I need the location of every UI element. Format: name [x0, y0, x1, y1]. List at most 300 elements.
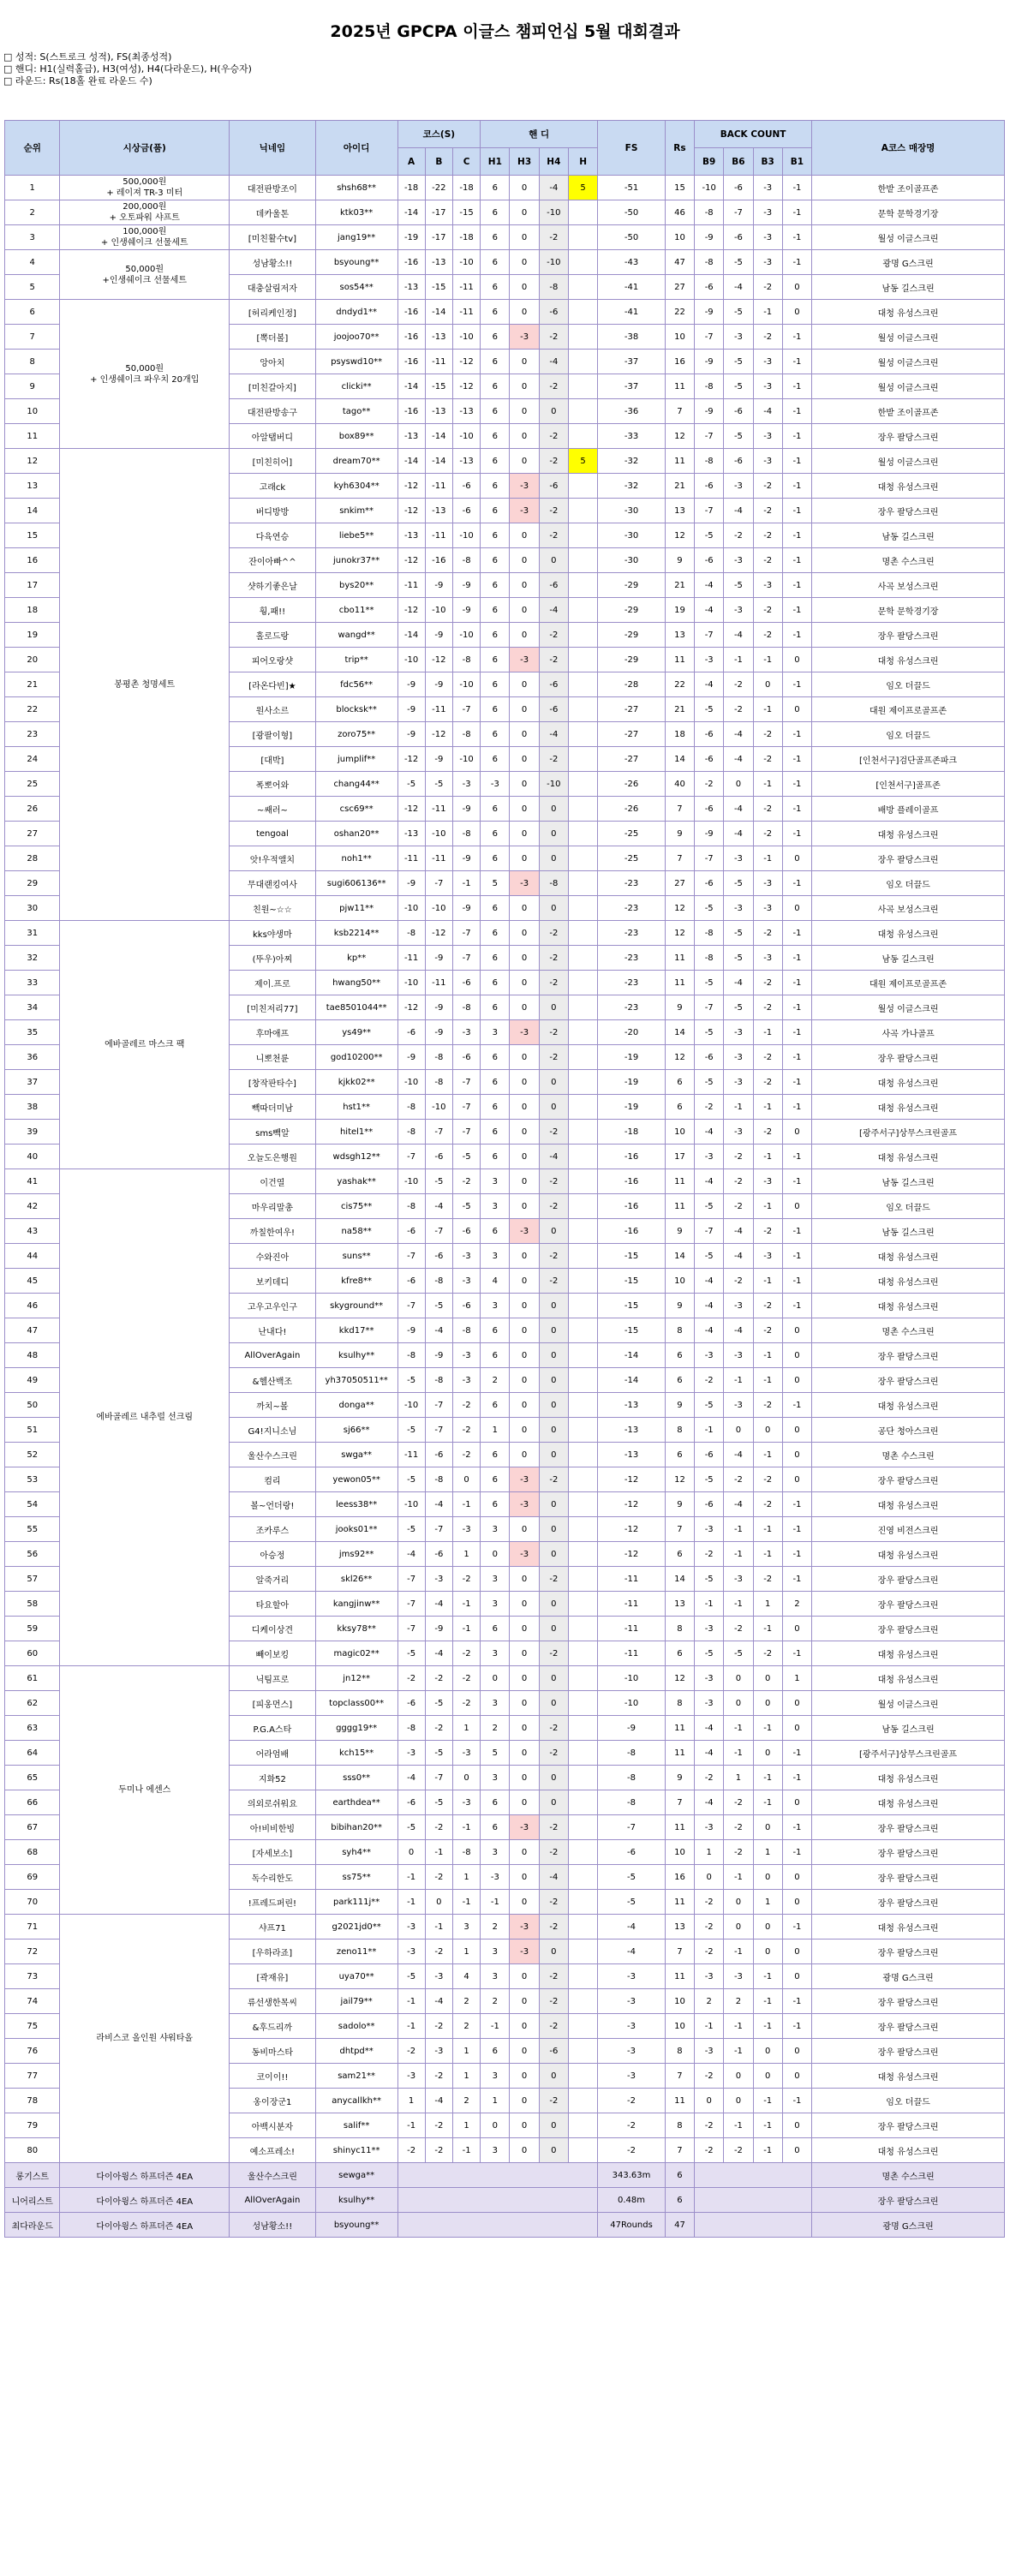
cell-b6: -4	[724, 1492, 753, 1517]
cell-b6: -1	[724, 2014, 753, 2039]
cell-h4: -2	[539, 1567, 568, 1592]
cell-rank: 57	[5, 1567, 60, 1592]
cell-store: 한밭 조이골프존	[812, 399, 1005, 424]
cell-b1: 0	[782, 648, 811, 672]
cell-fs: -11	[598, 1617, 666, 1641]
cell-h	[568, 722, 597, 747]
cell-h4: -6	[539, 573, 568, 598]
cell-course-a: -5	[397, 1964, 425, 1989]
cell-h	[568, 225, 597, 250]
cell-store: 대원 제이프로골프존	[812, 697, 1005, 722]
cell-h1: 6	[481, 399, 510, 424]
cell-rank: 21	[5, 672, 60, 697]
cell-course-c: -18	[452, 176, 480, 200]
cell-b3: -1	[753, 772, 782, 797]
cell-h3: 0	[510, 1691, 539, 1716]
cell-fs: -12	[598, 1467, 666, 1492]
cell-h4: 0	[539, 1343, 568, 1368]
cell-nickname: 데카울톤	[230, 200, 316, 225]
cell-nickname: 동비마스타	[230, 2039, 316, 2064]
cell-nickname: 알죽거리	[230, 1567, 316, 1592]
cell-h1: 4	[481, 1269, 510, 1294]
cell-id: kangjinw**	[315, 1592, 397, 1617]
cell-b6: -3	[724, 1020, 753, 1045]
cell-b9: -2	[695, 2138, 724, 2163]
cell-course-c: -6	[452, 971, 480, 995]
cell-rank: 73	[5, 1964, 60, 1989]
cell-course-b: -6	[425, 1443, 452, 1467]
cell-h1: 0	[481, 2113, 510, 2138]
cell-id: kfre8**	[315, 1269, 397, 1294]
cell-prize: 50,000원 + 인생쉐이크 파우치 20개입	[60, 300, 230, 449]
cell-rs: 21	[665, 697, 694, 722]
cell-b3: -1	[753, 2138, 782, 2163]
cell-course-b: -3	[425, 1567, 452, 1592]
cell-course-c: -15	[452, 200, 480, 225]
cell-b1: 0	[782, 1368, 811, 1393]
award-blank	[397, 2188, 598, 2213]
cell-rank: 77	[5, 2064, 60, 2089]
cell-course-b: -4	[425, 1492, 452, 1517]
cell-h3: 0	[510, 2064, 539, 2089]
cell-b6: -3	[724, 1070, 753, 1095]
cell-course-c: -9	[452, 598, 480, 623]
cell-b6: -2	[724, 1617, 753, 1641]
cell-b1: 0	[782, 2138, 811, 2163]
cell-h4: -2	[539, 1741, 568, 1766]
cell-fs: -2	[598, 2113, 666, 2138]
cell-b9: -5	[695, 1467, 724, 1492]
cell-b9: -7	[695, 1219, 724, 1244]
cell-h4: -2	[539, 747, 568, 772]
cell-b6: -2	[724, 2138, 753, 2163]
cell-rank: 72	[5, 1939, 60, 1964]
cell-rank: 5	[5, 275, 60, 300]
cell-store: 임오 더끌드	[812, 722, 1005, 747]
cell-b1: -1	[782, 946, 811, 971]
header-rank: 순위	[5, 121, 60, 176]
cell-h4: -2	[539, 1467, 568, 1492]
cell-fs: -16	[598, 1145, 666, 1169]
award-store: 광명 G스크린	[812, 2213, 1005, 2238]
cell-store: 광명 G스크린	[812, 1964, 1005, 1989]
cell-store: 월성 이글스크린	[812, 225, 1005, 250]
cell-h	[568, 523, 597, 548]
cell-course-a: -5	[397, 1517, 425, 1542]
cell-h4: -2	[539, 1815, 568, 1840]
cell-fs: -33	[598, 424, 666, 449]
cell-h4: -2	[539, 1244, 568, 1269]
cell-rs: 9	[665, 1219, 694, 1244]
cell-store: 장우 팔당스크린	[812, 1467, 1005, 1492]
cell-b3: -2	[753, 1567, 782, 1592]
cell-b9: -3	[695, 1666, 724, 1691]
cell-b3: 0	[753, 1939, 782, 1964]
cell-b3: -1	[753, 846, 782, 871]
cell-nickname: 다육연승	[230, 523, 316, 548]
cell-b3: -1	[753, 1617, 782, 1641]
cell-b9: -6	[695, 548, 724, 573]
cell-b9: -3	[695, 1617, 724, 1641]
cell-rs: 12	[665, 1666, 694, 1691]
award-id: sewga**	[315, 2163, 397, 2188]
cell-store: 장우 팔당스크린	[812, 499, 1005, 523]
cell-id: clicki**	[315, 374, 397, 399]
cell-b6: -1	[724, 1741, 753, 1766]
cell-id: liebe5**	[315, 523, 397, 548]
cell-course-b: -2	[425, 1865, 452, 1890]
cell-h3: 0	[510, 722, 539, 747]
cell-h4: -6	[539, 672, 568, 697]
cell-fs: -23	[598, 896, 666, 921]
cell-course-a: -1	[397, 1890, 425, 1915]
cell-b6: -3	[724, 1294, 753, 1318]
cell-rs: 7	[665, 846, 694, 871]
cell-id: swga**	[315, 1443, 397, 1467]
cell-b3: -2	[753, 1120, 782, 1145]
cell-rs: 6	[665, 1343, 694, 1368]
cell-nickname: 샷하기좋은날	[230, 573, 316, 598]
cell-h3: 0	[510, 1617, 539, 1641]
cell-nickname: &헬산백조	[230, 1368, 316, 1393]
cell-h	[568, 822, 597, 846]
cell-h3: 0	[510, 846, 539, 871]
cell-h4: -4	[539, 598, 568, 623]
cell-b6: -2	[724, 1840, 753, 1865]
cell-fs: -37	[598, 374, 666, 399]
award-nickname: AllOverAgain	[230, 2188, 316, 2213]
cell-course-c: -3	[452, 772, 480, 797]
cell-course-a: -12	[397, 499, 425, 523]
cell-course-a: -5	[397, 1418, 425, 1443]
cell-b6: -7	[724, 200, 753, 225]
legend-line: □ 성적: S(스트로크 성적), FS(최종성적)	[3, 51, 172, 63]
cell-course-b: -15	[425, 374, 452, 399]
cell-course-b: -4	[425, 1194, 452, 1219]
cell-b1: 0	[782, 275, 811, 300]
cell-rank: 76	[5, 2039, 60, 2064]
cell-rank: 43	[5, 1219, 60, 1244]
cell-rank: 40	[5, 1145, 60, 1169]
cell-store: 임오 더끌드	[812, 2089, 1005, 2113]
cell-rs: 12	[665, 1045, 694, 1070]
cell-fs: -15	[598, 1318, 666, 1343]
award-name: 최다라운드	[5, 2213, 60, 2238]
header-b3: B3	[753, 148, 782, 176]
cell-h1: 6	[481, 250, 510, 275]
cell-fs: -29	[598, 598, 666, 623]
cell-nickname: 대전판방송구	[230, 399, 316, 424]
cell-course-b: -4	[425, 1318, 452, 1343]
cell-h	[568, 1318, 597, 1343]
cell-rank: 35	[5, 1020, 60, 1045]
cell-course-a: -13	[397, 275, 425, 300]
cell-h3: 0	[510, 797, 539, 822]
cell-id: hwang50**	[315, 971, 397, 995]
cell-course-b: -3	[425, 2039, 452, 2064]
cell-rank: 32	[5, 946, 60, 971]
cell-rs: 21	[665, 573, 694, 598]
cell-h1: 6	[481, 2039, 510, 2064]
cell-store: 진영 비전스크린	[812, 1517, 1005, 1542]
cell-h3: 0	[510, 1666, 539, 1691]
cell-h4: -2	[539, 1020, 568, 1045]
cell-id: ktk03**	[315, 200, 397, 225]
cell-b9: -5	[695, 1244, 724, 1269]
cell-fs: -13	[598, 1393, 666, 1418]
cell-course-a: -12	[397, 598, 425, 623]
cell-fs: -36	[598, 399, 666, 424]
cell-store: 대청 유성스크린	[812, 1641, 1005, 1666]
cell-id: fdc56**	[315, 672, 397, 697]
cell-course-a: -8	[397, 1095, 425, 1120]
cell-h1: 6	[481, 1393, 510, 1418]
cell-course-b: 0	[425, 1890, 452, 1915]
cell-h3: -3	[510, 1020, 539, 1045]
cell-course-b: -7	[425, 1766, 452, 1790]
cell-b1: -1	[782, 1815, 811, 1840]
cell-b9: -2	[695, 2064, 724, 2089]
cell-rank: 22	[5, 697, 60, 722]
cell-h1: -1	[481, 2014, 510, 2039]
cell-course-a: -11	[397, 846, 425, 871]
cell-id: yh37050511**	[315, 1368, 397, 1393]
cell-course-a: -4	[397, 1766, 425, 1790]
cell-b9: -8	[695, 921, 724, 946]
award-store: 명촌 수스크린	[812, 2163, 1005, 2188]
cell-course-c: -2	[452, 1567, 480, 1592]
cell-h4: 0	[539, 1592, 568, 1617]
cell-b6: 0	[724, 2089, 753, 2113]
cell-store: 사곡 보성스크린	[812, 896, 1005, 921]
cell-h1: 6	[481, 722, 510, 747]
table-row	[5, 200, 1005, 225]
cell-h1: 3	[481, 1020, 510, 1045]
cell-h	[568, 1244, 597, 1269]
cell-id: anycallkh**	[315, 2089, 397, 2113]
cell-rank: 59	[5, 1617, 60, 1641]
cell-id: cis75**	[315, 1194, 397, 1219]
cell-b3: -1	[753, 1095, 782, 1120]
award-name: 니어리스트	[5, 2188, 60, 2213]
cell-h1: 3	[481, 1592, 510, 1617]
cell-fs: -12	[598, 1492, 666, 1517]
cell-rs: 9	[665, 1393, 694, 1418]
cell-nickname: 옹이장군1	[230, 2089, 316, 2113]
cell-id: wdsgh12**	[315, 1145, 397, 1169]
cell-rs: 7	[665, 797, 694, 822]
cell-h	[568, 1890, 597, 1915]
cell-course-c: -3	[452, 1343, 480, 1368]
cell-h3: 0	[510, 1169, 539, 1194]
cell-b9: -3	[695, 1815, 724, 1840]
cell-b6: -4	[724, 797, 753, 822]
cell-nickname: 제이.프로	[230, 971, 316, 995]
cell-h1: 3	[481, 1766, 510, 1790]
cell-b1: -1	[782, 1045, 811, 1070]
cell-course-c: -6	[452, 474, 480, 499]
cell-h1: 6	[481, 672, 510, 697]
cell-id: jms92**	[315, 1542, 397, 1567]
cell-course-c: -10	[452, 325, 480, 350]
cell-fs: -11	[598, 1592, 666, 1617]
cell-h4: 0	[539, 797, 568, 822]
cell-b9: -9	[695, 350, 724, 374]
cell-b3: -1	[753, 1989, 782, 2014]
cell-course-a: -9	[397, 722, 425, 747]
cell-course-a: -7	[397, 1567, 425, 1592]
cell-rs: 21	[665, 474, 694, 499]
cell-id: kksy78**	[315, 1617, 397, 1641]
cell-store: 임오 더끌드	[812, 672, 1005, 697]
cell-course-a: -12	[397, 474, 425, 499]
cell-b3: -2	[753, 747, 782, 772]
cell-b9: -5	[695, 1070, 724, 1095]
cell-rank: 8	[5, 350, 60, 374]
cell-b3: -2	[753, 1467, 782, 1492]
cell-course-a: -1	[397, 2113, 425, 2138]
cell-b6: -2	[724, 1145, 753, 1169]
cell-course-c: -1	[452, 1492, 480, 1517]
cell-b1: -1	[782, 747, 811, 772]
cell-course-b: -11	[425, 846, 452, 871]
cell-b9: -4	[695, 1790, 724, 1815]
header-b6: B6	[724, 148, 753, 176]
cell-course-c: -2	[452, 1169, 480, 1194]
cell-b6: -4	[724, 1318, 753, 1343]
cell-rank: 70	[5, 1890, 60, 1915]
cell-course-b: -5	[425, 1790, 452, 1815]
cell-course-c: -9	[452, 846, 480, 871]
cell-rs: 11	[665, 374, 694, 399]
cell-h	[568, 1194, 597, 1219]
cell-rs: 10	[665, 1120, 694, 1145]
cell-b6: -2	[724, 672, 753, 697]
cell-b6: -2	[724, 1467, 753, 1492]
cell-id: ksulhy**	[315, 1343, 397, 1368]
cell-b3: -1	[753, 1542, 782, 1567]
cell-store: 대원 제이프로골프존	[812, 971, 1005, 995]
cell-course-a: -13	[397, 523, 425, 548]
cell-store: 임오 더끌드	[812, 871, 1005, 896]
cell-course-c: -6	[452, 499, 480, 523]
cell-id: shsh68**	[315, 176, 397, 200]
cell-course-b: -13	[425, 325, 452, 350]
cell-id: ksb2214**	[315, 921, 397, 946]
cell-b6: -2	[724, 1169, 753, 1194]
cell-rs: 11	[665, 1815, 694, 1840]
cell-b3: -2	[753, 797, 782, 822]
cell-nickname: ~쌔러~	[230, 797, 316, 822]
cell-h3: 0	[510, 200, 539, 225]
cell-h4: -2	[539, 1194, 568, 1219]
cell-nickname: 고래ck	[230, 474, 316, 499]
cell-b3: -2	[753, 275, 782, 300]
cell-course-b: -7	[425, 1418, 452, 1443]
cell-course-a: -8	[397, 921, 425, 946]
cell-h1: 6	[481, 1790, 510, 1815]
cell-b1: 0	[782, 1890, 811, 1915]
cell-id: sugi606136**	[315, 871, 397, 896]
cell-h	[568, 2039, 597, 2064]
cell-course-c: -2	[452, 1641, 480, 1666]
cell-prize: 에바골레르 마스크 팩	[60, 921, 230, 1169]
cell-id: box89**	[315, 424, 397, 449]
cell-b3: -2	[753, 822, 782, 846]
cell-b1: -1	[782, 871, 811, 896]
cell-h1: 3	[481, 1964, 510, 1989]
cell-nickname: [허리케인정]	[230, 300, 316, 325]
cell-course-c: -9	[452, 797, 480, 822]
header-course-a: A	[397, 148, 425, 176]
cell-course-a: -10	[397, 896, 425, 921]
cell-b3: -3	[753, 896, 782, 921]
cell-course-b: -8	[425, 1045, 452, 1070]
cell-course-b: -6	[425, 1542, 452, 1567]
cell-b1: -1	[782, 225, 811, 250]
cell-rank: 39	[5, 1120, 60, 1145]
cell-course-b: -6	[425, 1145, 452, 1169]
cell-nickname: 코이이!!	[230, 2064, 316, 2089]
header-back-count: BACK COUNT	[695, 121, 812, 148]
cell-course-b: -14	[425, 424, 452, 449]
cell-course-b: -5	[425, 1294, 452, 1318]
cell-fs: -10	[598, 1691, 666, 1716]
cell-b1: 0	[782, 300, 811, 325]
cell-store: 장우 팔당스크린	[812, 424, 1005, 449]
cell-rs: 10	[665, 1840, 694, 1865]
cell-b3: 0	[753, 1865, 782, 1890]
cell-course-a: -10	[397, 1070, 425, 1095]
cell-b3: -1	[753, 1766, 782, 1790]
cell-h3: 0	[510, 1269, 539, 1294]
cell-id: trip**	[315, 648, 397, 672]
cell-course-a: -12	[397, 995, 425, 1020]
cell-h4: -6	[539, 697, 568, 722]
cell-store: 장우 팔당스크린	[812, 2113, 1005, 2138]
cell-b1: -1	[782, 499, 811, 523]
cell-b6: -5	[724, 871, 753, 896]
cell-course-b: -6	[425, 1244, 452, 1269]
cell-h	[568, 871, 597, 896]
cell-nickname: 수와진아	[230, 1244, 316, 1269]
cell-rs: 8	[665, 2113, 694, 2138]
special-award-row	[5, 2188, 1005, 2213]
cell-h	[568, 1840, 597, 1865]
cell-id: junokr37**	[315, 548, 397, 573]
cell-b6: -2	[724, 1790, 753, 1815]
cell-b9: -4	[695, 1269, 724, 1294]
award-blank	[695, 2188, 812, 2213]
cell-nickname: 폭뽀어와	[230, 772, 316, 797]
cell-b9: -4	[695, 1318, 724, 1343]
cell-store: 대청 유성스크린	[812, 1244, 1005, 1269]
cell-h1: -3	[481, 1865, 510, 1890]
cell-nickname: 까칠한여우!	[230, 1219, 316, 1244]
cell-prize: 200,000원 + 오토파워 샤프트	[60, 200, 230, 225]
cell-fs: -3	[598, 2014, 666, 2039]
cell-nickname: [미친히어]	[230, 449, 316, 474]
cell-h4: -2	[539, 623, 568, 648]
cell-store: 남동 길스크린	[812, 946, 1005, 971]
cell-store: 장우 팔당스크린	[812, 1989, 1005, 2014]
cell-h	[568, 672, 597, 697]
cell-course-c: -11	[452, 300, 480, 325]
cell-h1: 6	[481, 1120, 510, 1145]
cell-b9: -8	[695, 449, 724, 474]
cell-course-c: 0	[452, 1766, 480, 1790]
cell-rank: 45	[5, 1269, 60, 1294]
